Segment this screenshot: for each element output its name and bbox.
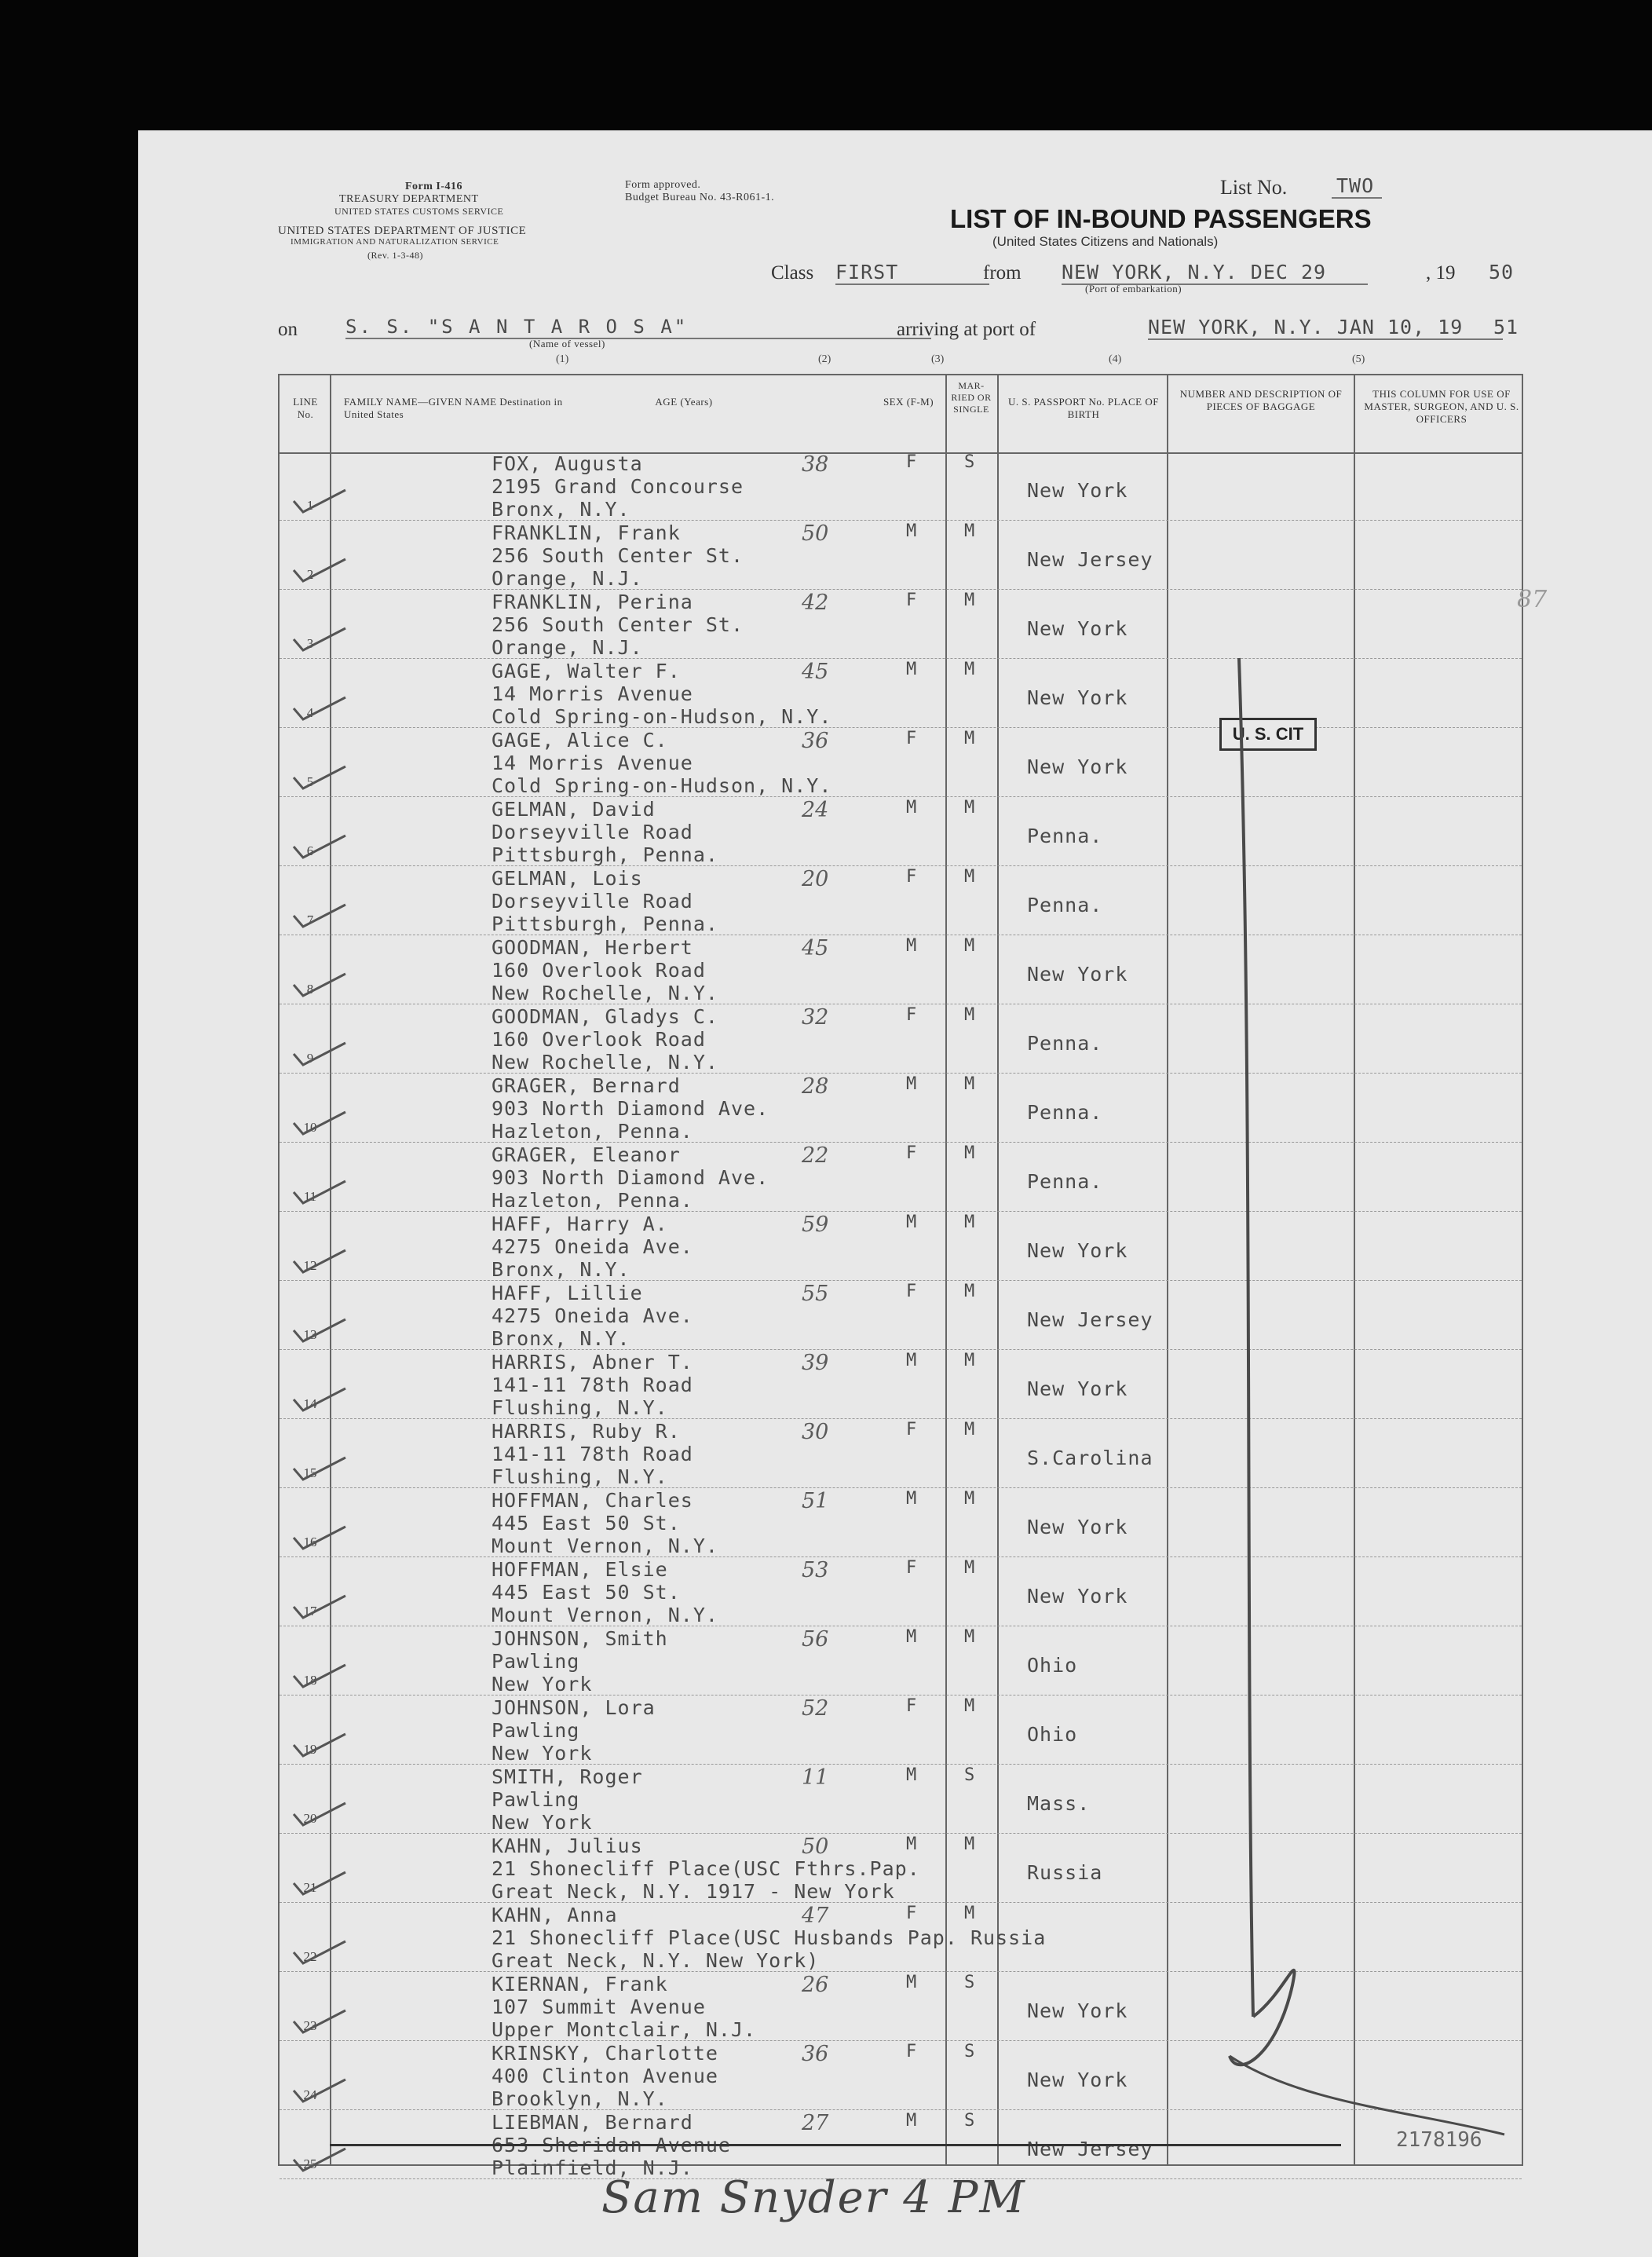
passenger-city: Brooklyn, N.Y. [492, 2087, 668, 2110]
passenger-name: SMITH, Roger [492, 1765, 643, 1788]
passenger-marital-status: S [964, 2042, 976, 2061]
passenger-sex: F [906, 1904, 918, 1923]
year-prefix: , 19 [1426, 262, 1456, 283]
line-number: 2 [306, 567, 314, 582]
column-marker: (4) [1109, 353, 1122, 365]
passenger-age: 50 [802, 521, 829, 546]
passenger-sex: M [906, 1834, 918, 1854]
header-name: FAMILY NAME—GIVEN NAME Destination in United States [344, 396, 563, 420]
header-baggage: NUMBER AND DESCRIPTION OF PIECES OF BAGGAGE [1179, 388, 1343, 412]
passenger-name: FRANKLIN, Perina [492, 591, 693, 613]
line-number: 8 [306, 982, 314, 997]
passenger-birthplace: New York [1027, 2069, 1128, 2091]
passenger-birthplace: S.Carolina [1027, 1447, 1153, 1469]
passenger-sex: F [906, 1420, 918, 1439]
line-number: 14 [303, 1396, 317, 1411]
budget-bureau: Budget Bureau No. 43-R061-1. [625, 192, 775, 203]
passenger-city: Hazleton, Penna. [492, 1189, 693, 1212]
passenger-city: New Rochelle, N.Y. [492, 1051, 718, 1074]
passenger-city: Plainfield, N.J. [492, 2156, 693, 2179]
passenger-name: FOX, Augusta [492, 452, 643, 475]
passenger-name: GOODMAN, Herbert [492, 936, 693, 959]
class-label: Class [771, 262, 814, 283]
justice-department: UNITED STATES DEPARTMENT OF JUSTICE [278, 225, 527, 237]
passenger-city: Great Neck, N.Y. 1917 - New York [492, 1880, 895, 1903]
line-number: 25 [303, 2156, 317, 2171]
passenger-age: 38 [802, 452, 829, 477]
line-number: 18 [303, 1673, 317, 1688]
inspector-signature: Sam Snyder 4 PM [601, 2172, 1026, 2223]
passenger-sex: M [906, 1489, 918, 1509]
passenger-address: 653 Sheridan Avenue [492, 2134, 731, 2156]
customs-service: UNITED STATES CUSTOMS SERVICE [334, 206, 504, 217]
vessel-caption: (Name of vessel) [529, 338, 605, 349]
passenger-age: 50 [802, 1834, 829, 1859]
passenger-marital-status: M [964, 1834, 976, 1854]
passenger-address: 160 Overlook Road [492, 1028, 706, 1051]
passenger-name: HOFFMAN, Charles [492, 1489, 693, 1512]
passenger-city: New York [492, 1811, 593, 1834]
line-number: 13 [303, 1327, 317, 1342]
passenger-address: Pawling [492, 1719, 580, 1742]
passenger-sex: M [906, 2111, 918, 2131]
treasury-department: TREASURY DEPARTMENT [339, 193, 479, 205]
passenger-marital-status: M [964, 1213, 976, 1232]
column-marker: (1) [556, 353, 569, 365]
passenger-name: HOFFMAN, Elsie [492, 1558, 668, 1581]
passenger-birthplace: Penna. [1027, 1170, 1103, 1193]
passenger-sex: M [906, 1351, 918, 1370]
form-approved: Form approved. [625, 179, 701, 191]
passenger-city: Bronx, N.Y. [492, 1258, 630, 1281]
passenger-city: Flushing, N.Y. [492, 1465, 668, 1488]
list-number: TWO [1332, 174, 1382, 199]
passenger-age: 56 [802, 1627, 829, 1652]
passenger-age: 22 [802, 1143, 829, 1168]
passenger-age: 45 [802, 660, 829, 684]
column-marker: (2) [818, 353, 831, 365]
arriving-year: 51 [1493, 316, 1519, 338]
passenger-sex: M [906, 936, 918, 956]
line-number: 17 [303, 1604, 317, 1619]
passenger-marital-status: M [964, 936, 976, 956]
passenger-age: 26 [802, 1973, 829, 1997]
passenger-marital-status: M [964, 1351, 976, 1370]
form-number: Form I-416 [405, 181, 463, 192]
line-number: 23 [303, 2018, 317, 2033]
passenger-city: New York [492, 1673, 593, 1695]
passenger-name: KRINSKY, Charlotte [492, 2042, 718, 2065]
passenger-city: Mount Vernon, N.Y. [492, 1604, 718, 1626]
passenger-address: Pawling [492, 1788, 580, 1811]
passenger-birthplace: New Jersey [1027, 1308, 1153, 1331]
passenger-city: Orange, N.J. [492, 567, 643, 590]
passenger-age: 42 [802, 591, 829, 615]
passenger-address: 21 Shonecliff Place(USC Husbands Pap. Russia [492, 1926, 1047, 1949]
manifest-page [138, 130, 1652, 2257]
passenger-birthplace: New York [1027, 1585, 1128, 1608]
line-number: 21 [303, 1880, 317, 1895]
passenger-marital-status: M [964, 1558, 976, 1578]
passenger-age: 36 [802, 2042, 829, 2066]
passenger-sex: F [906, 1696, 918, 1716]
passenger-city: Mount Vernon, N.Y. [492, 1535, 718, 1557]
passenger-birthplace: New Jersey [1027, 2138, 1153, 2160]
header-married: MAR-RIED OR SINGLE [951, 380, 992, 415]
passenger-address: Pawling [492, 1650, 580, 1673]
page-subtitle: (United States Citizens and Nationals) [992, 234, 1219, 249]
line-number: 24 [303, 2087, 317, 2102]
immigration-service: IMMIGRATION AND NATURALIZATION SERVICE [291, 237, 499, 247]
passenger-sex: M [906, 1627, 918, 1647]
passenger-birthplace: New York [1027, 617, 1128, 640]
passenger-age: 55 [802, 1282, 829, 1306]
passenger-birthplace: New York [1027, 479, 1128, 502]
passenger-city: Great Neck, N.Y. New York) [492, 1949, 820, 1972]
passenger-marital-status: M [964, 591, 976, 610]
passenger-name: KAHN, Anna [492, 1904, 618, 1926]
passenger-address: 21 Shonecliff Place(USC Fthrs.Pap. [492, 1857, 920, 1880]
line-number: 22 [303, 1949, 317, 1964]
ditto-arrow [280, 375, 1525, 2167]
passenger-marital-status: M [964, 660, 976, 679]
line-number: 7 [306, 913, 314, 927]
line-number: 6 [306, 843, 314, 858]
passenger-age: 30 [802, 1420, 829, 1444]
passenger-sex: M [906, 1213, 918, 1232]
passenger-birthplace: New York [1027, 963, 1128, 986]
passenger-name: GELMAN, Lois [492, 867, 643, 890]
passenger-address: 160 Overlook Road [492, 959, 706, 982]
passenger-name: KIERNAN, Frank [492, 1973, 668, 1995]
passenger-age: 32 [802, 1005, 829, 1030]
passenger-address: 4275 Oneida Ave. [492, 1235, 693, 1258]
passenger-name: GRAGER, Eleanor [492, 1143, 681, 1166]
on-label: on [278, 319, 298, 340]
passenger-birthplace: Penna. [1027, 825, 1103, 847]
passenger-sex: F [906, 867, 918, 887]
passenger-table [278, 374, 1548, 2179]
passenger-address: 4275 Oneida Ave. [492, 1304, 693, 1327]
passenger-birthplace: New York [1027, 1377, 1128, 1400]
passenger-age: 53 [802, 1558, 829, 1582]
line-number: 12 [303, 1258, 317, 1273]
passenger-age: 45 [802, 936, 829, 960]
from-value: NEW YORK, N.Y. DEC 29 [1062, 261, 1368, 285]
passenger-sex: F [906, 591, 918, 610]
passenger-name: HARRIS, Ruby R. [492, 1420, 681, 1443]
passenger-address: 107 Summit Avenue [492, 1995, 706, 2018]
passenger-address: 903 North Diamond Ave. [492, 1097, 769, 1120]
passenger-address: 2195 Grand Concourse [492, 475, 744, 498]
passenger-address: 445 East 50 St. [492, 1581, 681, 1604]
line-number: 15 [303, 1465, 317, 1480]
passenger-marital-status: M [964, 1005, 976, 1025]
header-age: AGE (Years) [655, 396, 713, 408]
margin-note: 87 [1517, 586, 1548, 613]
passenger-age: 27 [802, 2111, 829, 2135]
passenger-age: 36 [802, 729, 829, 753]
passenger-sex: F [906, 729, 918, 748]
passenger-marital-status: M [964, 1282, 976, 1301]
passenger-sex: F [906, 1282, 918, 1301]
passenger-marital-status: M [964, 1420, 976, 1439]
line-number: 1 [306, 498, 314, 513]
passenger-name: JOHNSON, Lora [492, 1696, 656, 1719]
passenger-age: 47 [802, 1904, 829, 1928]
passenger-age: 24 [802, 798, 829, 822]
passenger-age: 11 [802, 1765, 829, 1790]
header-sex: SEX (F-M) [883, 396, 934, 408]
passenger-birthplace: Mass. [1027, 1792, 1091, 1815]
passenger-sex: F [906, 1558, 918, 1578]
passenger-sex: F [906, 1143, 918, 1163]
passenger-marital-status: S [964, 452, 976, 472]
line-number: 9 [306, 1051, 314, 1066]
passenger-sex: F [906, 1005, 918, 1025]
passenger-name: KAHN, Julius [492, 1834, 643, 1857]
column-marker: (3) [931, 353, 945, 365]
passenger-city: New York [492, 1742, 593, 1765]
passenger-city: Flushing, N.Y. [492, 1396, 668, 1419]
passenger-birthplace: Penna. [1027, 1101, 1103, 1124]
passenger-birthplace: New York [1027, 1516, 1128, 1538]
passenger-city: Hazleton, Penna. [492, 1120, 693, 1143]
passenger-name: HAFF, Harry A. [492, 1213, 668, 1235]
passenger-age: 51 [802, 1489, 829, 1513]
line-number: 3 [306, 636, 314, 651]
passenger-address: Dorseyville Road [492, 821, 693, 843]
passenger-marital-status: M [964, 1074, 976, 1094]
passenger-marital-status: M [964, 521, 976, 541]
passenger-address: Dorseyville Road [492, 890, 693, 913]
passenger-name: LIEBMAN, Bernard [492, 2111, 693, 2134]
passenger-address: 256 South Center St. [492, 544, 744, 567]
list-label: List No. [1220, 176, 1288, 199]
passenger-name: JOHNSON, Smith [492, 1627, 668, 1650]
line-number: 5 [306, 774, 314, 789]
year-value: 50 [1489, 261, 1515, 283]
line-number: 16 [303, 1535, 317, 1549]
passenger-sex: M [906, 521, 918, 541]
passenger-marital-status: M [964, 1696, 976, 1716]
header-officers: THIS COLUMN FOR USE OF MASTER, SURGEON, AND U. S. OFFICERS [1364, 388, 1519, 425]
passenger-city: Upper Montclair, N.J. [492, 2018, 757, 2041]
passenger-marital-status: M [964, 867, 976, 887]
passenger-city: Bronx, N.Y. [492, 1327, 630, 1350]
embarkation-caption: (Port of embarkation) [1085, 283, 1182, 294]
passenger-city: Pittsburgh, Penna. [492, 913, 718, 935]
class-value: FIRST [835, 261, 989, 285]
passenger-city: Pittsburgh, Penna. [492, 843, 718, 866]
passenger-age: 20 [802, 867, 829, 891]
passenger-marital-status: M [964, 1627, 976, 1647]
passenger-name: GAGE, Walter F. [492, 660, 681, 682]
header-line-no: LINE No. [293, 396, 318, 420]
form-revision: (Rev. 1-3-48) [367, 250, 424, 261]
passenger-age: 52 [802, 1696, 829, 1721]
passenger-birthplace: New York [1027, 686, 1128, 709]
line-number: 19 [303, 1742, 317, 1757]
us-citizen-stamp: U. S. CIT [1219, 718, 1317, 751]
passenger-address: 14 Morris Avenue [492, 752, 693, 774]
vessel-name: S. S. "S A N T A R O S A" [345, 316, 931, 339]
passenger-name: HARRIS, Abner T. [492, 1351, 693, 1374]
passenger-birthplace: New York [1027, 755, 1128, 778]
passenger-birthplace: New York [1027, 1239, 1128, 1262]
passenger-birthplace: Ohio [1027, 1654, 1078, 1677]
page-title: LIST OF IN-BOUND PASSENGERS [950, 204, 1372, 233]
passenger-birthplace: New Jersey [1027, 548, 1153, 571]
line-number: 4 [306, 705, 314, 720]
passenger-address: 256 South Center St. [492, 613, 744, 636]
passenger-marital-status: S [964, 2111, 976, 2131]
passenger-sex: M [906, 798, 918, 818]
passenger-sex: M [906, 1765, 918, 1785]
passenger-address: 141-11 78th Road [492, 1374, 693, 1396]
passenger-name: HAFF, Lillie [492, 1282, 643, 1304]
passenger-age: 39 [802, 1351, 829, 1375]
passenger-marital-status: M [964, 1489, 976, 1509]
header-passport: U. S. PASSPORT No. PLACE OF BIRTH [1008, 396, 1159, 420]
passenger-birthplace: Penna. [1027, 1032, 1103, 1055]
passenger-address: 445 East 50 St. [492, 1512, 681, 1535]
column-marker: (5) [1352, 353, 1365, 365]
passenger-name: GAGE, Alice C. [492, 729, 668, 752]
footer-number: 2178196 [1396, 2128, 1482, 2152]
passenger-city: Bronx, N.Y. [492, 498, 630, 521]
passenger-city: Cold Spring-on-Hudson, N.Y. [492, 705, 832, 728]
line-number: 10 [303, 1120, 317, 1135]
passenger-birthplace: Russia [1027, 1861, 1103, 1884]
line-number: 20 [303, 1811, 317, 1826]
passenger-sex: M [906, 660, 918, 679]
passenger-birthplace: New York [1027, 1999, 1128, 2022]
passenger-address: 14 Morris Avenue [492, 682, 693, 705]
passenger-marital-status: M [964, 729, 976, 748]
passenger-name: GRAGER, Bernard [492, 1074, 681, 1097]
passenger-sex: M [906, 1973, 918, 1992]
passenger-address: 141-11 78th Road [492, 1443, 693, 1465]
passenger-age: 28 [802, 1074, 829, 1099]
passenger-city: Cold Spring-on-Hudson, N.Y. [492, 774, 832, 797]
passenger-address: 903 North Diamond Ave. [492, 1166, 769, 1189]
passenger-sex: F [906, 2042, 918, 2061]
arriving-value: NEW YORK, N.Y. JAN 10, 19 [1148, 316, 1503, 340]
passenger-marital-status: M [964, 1904, 976, 1923]
passenger-age: 59 [802, 1213, 829, 1237]
passenger-address: 400 Clinton Avenue [492, 2065, 718, 2087]
passenger-birthplace: Ohio [1027, 1723, 1078, 1746]
passenger-marital-status: S [964, 1765, 976, 1785]
passenger-birthplace: Penna. [1027, 894, 1103, 916]
passenger-marital-status: M [964, 1143, 976, 1163]
from-label: from [983, 262, 1022, 283]
passenger-name: FRANKLIN, Frank [492, 521, 681, 544]
passenger-marital-status: M [964, 798, 976, 818]
line-number: 11 [303, 1189, 317, 1204]
passenger-city: New Rochelle, N.Y. [492, 982, 718, 1004]
passenger-sex: M [906, 1074, 918, 1094]
passenger-city: Orange, N.J. [492, 636, 643, 659]
arriving-label: arriving at port of [897, 319, 1036, 340]
passenger-marital-status: S [964, 1973, 976, 1992]
passenger-name: GELMAN, David [492, 798, 656, 821]
passenger-sex: F [906, 452, 918, 472]
passenger-name: GOODMAN, Gladys C. [492, 1005, 718, 1028]
